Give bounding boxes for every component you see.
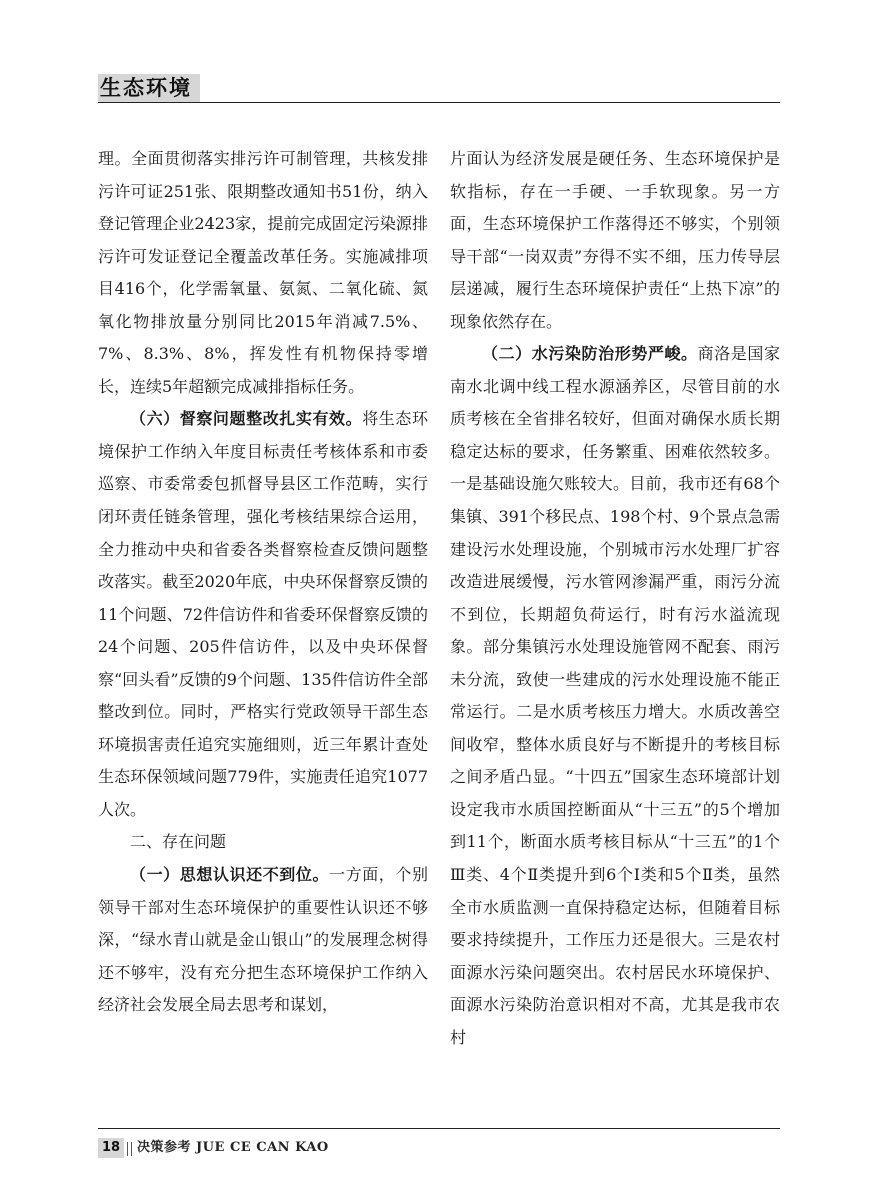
paragraph-body: 将生态环境保护工作纳入年度目标责任考核体系和市委巡察、市委常委包抓督导县区工作范畴，实行闭环责任链条管理，强化考核结果综合运用，全力推动中央和省委各类督察检查反馈问题整改落实。截至2020年底，中央环保督察反馈的11个问题、72件信访件和省委环保督察反馈的24个问题、205件信访件，以及中央环保督察“回头看”反馈的9个问题、135件信访件全部整改到位。同时，严格实行党政领导干部生态环境损害责任追究实施细则，近三年累计查处生态环保领域问题779件，实施责任追究1077人次。 (98, 409, 428, 819)
paragraph (98, 403, 428, 826)
section-title: 生态环境 (100, 76, 192, 100)
paragraph (450, 338, 780, 1054)
subsection-heading: （二）水污染防治形势严峻。 (482, 344, 698, 364)
paragraph-body: 商洛是国家南水北调中线工程水源涵养区，尽管目前的水质考核在全省排名较好，但面对确保水质长期稳定达标的要求，任务繁重、困难依然较多。一是基础设施欠账较大。目前，我市还有68个集镇、391个移民点、198个村、9个景点急需建设污水处理设施，个别城市污水处理厂扩容改造进展缓慢，污水管网渗漏严重，雨污分流不到位，长期超负荷运行，时有污水溢流现象。部分集镇污水处理设施管网不配套、雨污未分流，致使一些建成的污水处理设施不能正常运行。二是水质考核压力增大。水质改善空间收窄，整体水质良好与不断提升的考核目标之间矛盾凸显。“十四五”国家生态环境部计划设定我市水质国控断面从“十三五”的5个增加到11个，断面水质考核目标从“十三五”的1个Ⅲ类、4个Ⅱ类提升到6个Ⅰ类和5个Ⅱ类，虽然全市水质监测一直保持稳定达标，但随着目标要求持续提升，工作压力还是很大。三是农村面源水污染问题突出。农村居民水环境保护、面源水污染防治意识相对不高，尤其是我市农村 (450, 344, 780, 1047)
footer-divider (98, 1128, 780, 1129)
paragraph (98, 859, 428, 1022)
paragraph-body: 一方面，个别领导干部对生态环境保护的重要性认识还不够深，“绿水青山就是金山银山”的发展理念树得还不够牢，没有充分把生态环境保护工作纳入经济社会发展全局去思考和谋划， (98, 865, 428, 1015)
page-number: 18 (98, 1138, 124, 1158)
journal-name: 决策参考 JUE CE CAN KAO (137, 1140, 329, 1155)
footer-separator (127, 1142, 132, 1156)
paragraph: 理。全面贯彻落实排污许可制管理，共核发排污许可证251张、限期整改通知书51份，纳入登记管理企业2423家，提前完成固定污染源排污许可发证登记全覆盖改革任务。实施减排项目416个，化学需氧量、氨氮、二氧化硫、氮氧化物排放量分别同比2015年消减7.5%、7%、8.3%、8%，挥发性有机物保持零增长，连续5年超额完成减排指标任务。 (98, 149, 428, 396)
paragraph: 片面认为经济发展是硬任务、生态环境保护是软指标，存在一手硬、一手软现象。另一方面，生态环境保护工作落得还不够实，个别领导干部“一岗双责”夯得不实不细，压力传导层层递减，履行生态环境保护责任“上热下凉”的现象依然存在。 (450, 149, 780, 331)
subsection-heading: （一）思想认识还不到位。 (130, 865, 330, 885)
subsection-heading: （六）督察问题整改扎实有效。 (130, 409, 363, 429)
header-divider (98, 102, 780, 103)
left-column (98, 143, 428, 1022)
right-column (450, 143, 780, 1054)
section-heading: 二、存在问题 (130, 832, 227, 852)
